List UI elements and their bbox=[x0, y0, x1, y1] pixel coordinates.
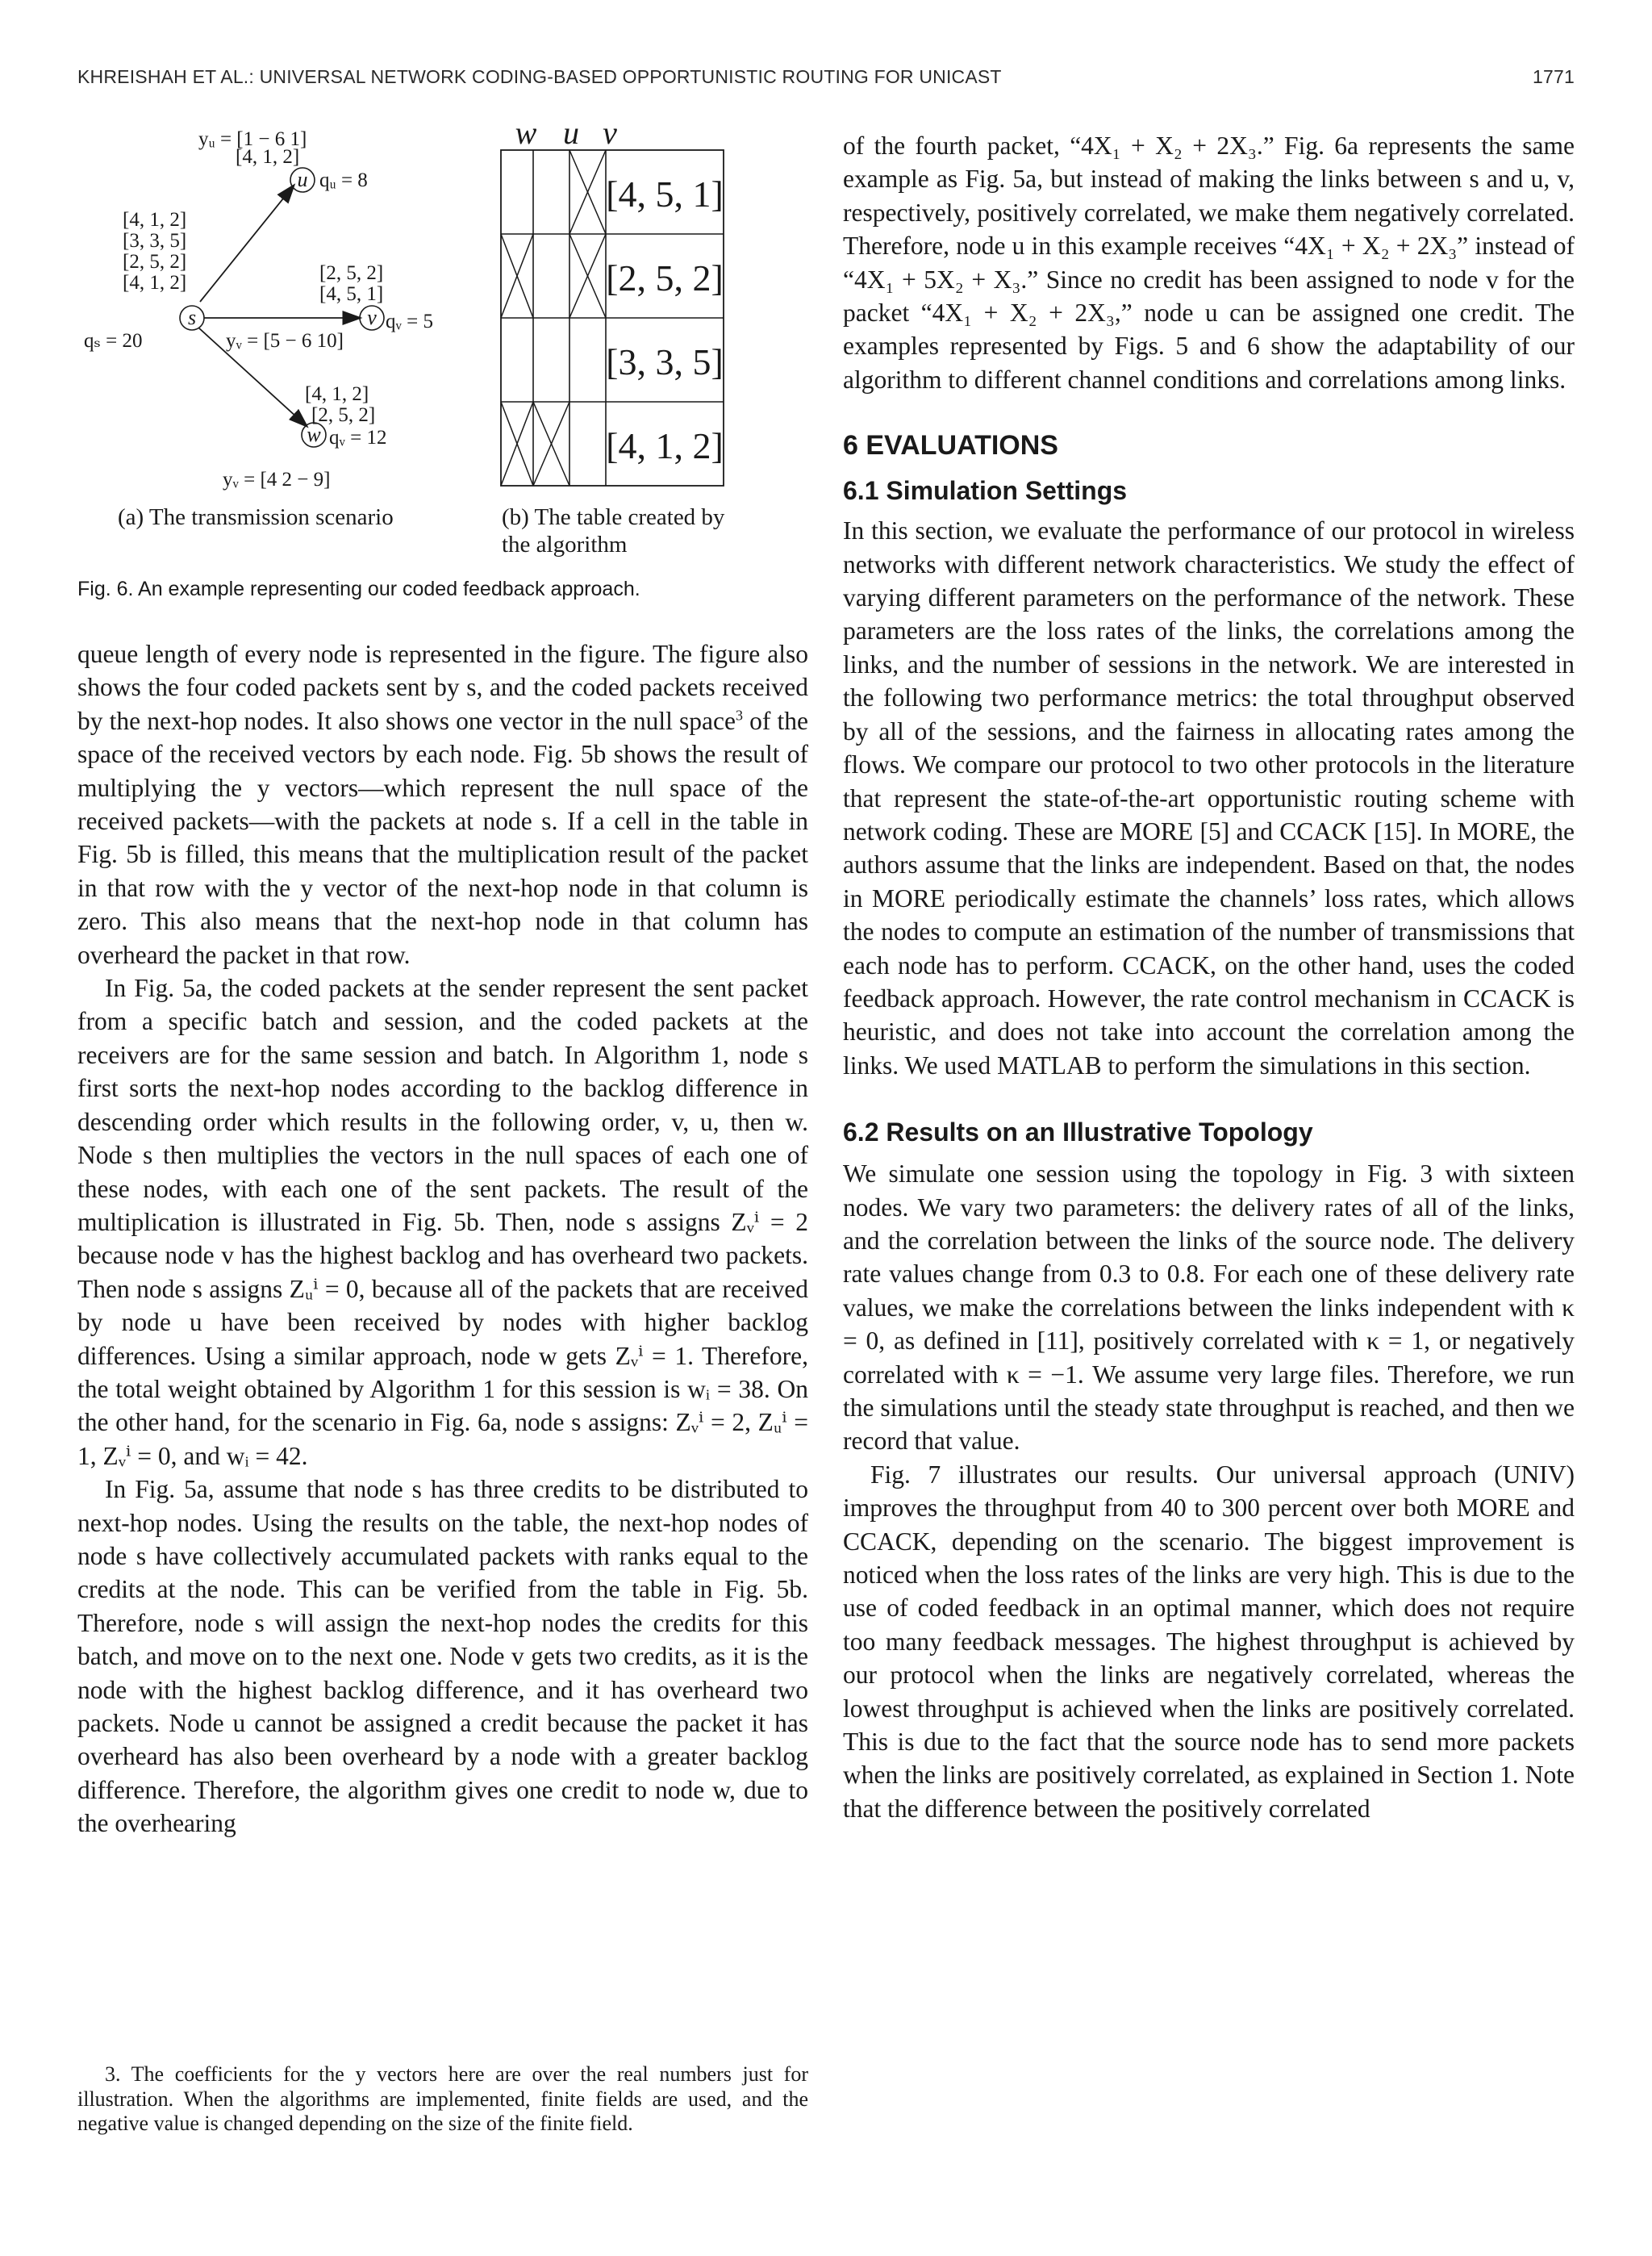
table-row-packet: [4, 1, 2] bbox=[606, 425, 724, 466]
paragraph-text: of the space of the received vectors by each node. Fig. 5b shows the result of multiplying the y vectors—which represent the null space of the received packets—with the packets at node s. If a cell in the table in Fig. 5b is filled, this means that the multiplication result of the packet in that row with the y vector of the next-hop node in that column is zero. This also means that the next-hop node in that column has overheard the packet in that row. bbox=[77, 706, 808, 969]
y-vector-w: yᵥ = [4 2 − 9] bbox=[223, 469, 331, 491]
queue-s: qₛ = 20 bbox=[84, 330, 143, 352]
paragraph: Fig. 7 illustrates our results. Our universal approach (UNIV) improves the throughput from 40 to 300 percent over both MORE and CCACK, depending on the scenario. The biggest improvement is noticed when the loss rates of the links are very high. This is due to the use of coded feedback in an optimal manner, which does not require too many feedback messages. The highest throughput is achieved by our protocol when the links are negatively correlated, whereas the lowest throughput is achieved when the links are positively correlated. This is due to the fact that the source node has to send more packets when the links are positively correlated, as explained in Section 1. Note that the difference between the positively correlated bbox=[843, 1460, 1575, 1823]
node-u-label: u bbox=[297, 168, 308, 191]
table-row-packet: [2, 5, 2] bbox=[606, 257, 724, 299]
figure-6 bbox=[77, 121, 808, 605]
subsection-heading: 6.1 Simulation Settings bbox=[843, 476, 1128, 506]
paragraph: In Fig. 5a, assume that node s has three credits to be distributed to next-hop nodes. Using the results on the table, the next-hop nodes of node s have collectively accumulated packets with ranks equal to the credits at the node. This can be verified from the table in Fig. 5b. Therefore, node s will assign the next-hop nodes the credits for this batch, and move on to the next one. Node v gets two credits, as it is the node with the highest backlog difference, and it has overheard two packets. Node u cannot be assigned a credit because the packet it has overheard has also been overheard by a node with a greater backlog difference. Therefore, the algorithm gives one credit to node w, due to the overhearing bbox=[77, 1475, 808, 1838]
queue-w: qᵥ = 12 bbox=[329, 427, 387, 449]
algorithm-table bbox=[501, 121, 724, 486]
subcaption-b-line2: the algorithm bbox=[502, 532, 628, 558]
v-packet: [2, 5, 2] bbox=[319, 262, 384, 284]
s-packet: [3, 3, 5] bbox=[123, 230, 187, 252]
paragraph: In Fig. 5a, the coded packets at the sender represent the sent packet from a specific batch and session, and the coded packets at the receivers are for the same session and batch. In Algorithm 1, node s first sorts the next-hop nodes according to the backlog difference in descending order which results in the following order, v, u, then w. Node s then multiplies the vectors in the null spaces of each one of these nodes, with each one of the sent packets. The result of the multiplication is illustrated in Fig. 5b. Then, node s assigns Zᵥⁱ = 2 because node v has the highest backlog and has overheard two packets. Then node s assigns Zᵤⁱ = 0, because all of the packets that are received by node u have been received by nodes with higher backlog differences. Using a similar approach, node w gets Zᵥⁱ = 1. Therefore, the total weight obtained by Algorithm 1 for this session is wᵢ = 38. On the other hand, for the scenario in Fig. 6a, node s assigns: Zᵥⁱ = 2, Zᵤⁱ = 1, Zᵥⁱ = 0, and wᵢ = 42. bbox=[77, 974, 808, 1470]
footnote bbox=[77, 2062, 808, 2137]
table-header-w: w bbox=[515, 121, 537, 151]
y-vector-v: yᵥ = [5 − 6 10] bbox=[226, 330, 344, 352]
footnote-ref: 3 bbox=[735, 707, 743, 724]
table-header-u: u bbox=[563, 121, 579, 151]
subcaption-a: (a) The transmission scenario bbox=[118, 504, 394, 530]
journal-title: KHREISHAH ET AL.: UNIVERSAL NETWORK CODING-BASED OPPORTUNISTIC ROUTING FOR UNICAST bbox=[77, 66, 1002, 87]
y-vector-u: yᵤ = [1 − 6 1] bbox=[198, 128, 307, 150]
paragraph: of the fourth packet, “4X₁ + X₂ + 2X₃.” Fig. 6a represents the same example as Fig. 5a, but instead of making the links between s and u, v, respectively, positively correlated, we make them negatively correlated. Therefore, node u in this example receives “4X₁ + X₂ + 2X₃” instead of “4X₁ + 5X₂ + X₃.” Since no credit has been assigned to node v for the packet “4X₁ + X₂ + 2X₃,” node u can be assigned one credit. The examples represented by Figs. 5 and 6 show the adaptability of our algorithm to different channel conditions and correlations among links. bbox=[843, 132, 1575, 394]
w-packet: [4, 1, 2] bbox=[305, 383, 369, 405]
edge-s-u bbox=[200, 186, 294, 302]
s-packet: [2, 5, 2] bbox=[123, 251, 187, 273]
u-packet: [4, 1, 2] bbox=[236, 146, 300, 168]
node-s-label: s bbox=[187, 306, 197, 329]
table-row-packet: [3, 3, 5] bbox=[606, 341, 724, 382]
table-header-v: v bbox=[603, 121, 617, 151]
s-packet: [4, 1, 2] bbox=[123, 209, 187, 231]
page-number: 1771 bbox=[1533, 66, 1575, 87]
w-packet: [2, 5, 2] bbox=[311, 404, 376, 426]
node-w-label: w bbox=[307, 423, 321, 446]
section-heading: 6 EVALUATIONS bbox=[843, 430, 1058, 462]
subsection-heading: 6.2 Results on an Illustrative Topology bbox=[843, 1118, 1313, 1147]
running-header bbox=[77, 66, 1575, 98]
paragraph-text: queue length of every node is represented in the figure. The figure also shows the four coded packets sent by s, and the coded packets received by the next-hop nodes. It also shows one vector in the null space bbox=[77, 640, 808, 735]
paragraph: We simulate one session using the topology in Fig. 3 with sixteen nodes. We vary two parameters: the delivery rates of all of the links, and the correlation between the links of the source node. The delivery rate values change from 0.3 to 0.8. For each one of these delivery rate values, we make the correlations between the links independent with κ = 0, as defined in [11], positively correlated with κ = 1, or negatively correlated with κ = −1. We assume very large files. Therefore, we run the simulations until the steady state throughput is reached, and then we record that value. bbox=[843, 1159, 1575, 1456]
queue-u: qᵤ = 8 bbox=[319, 169, 368, 191]
node-v-label: v bbox=[367, 306, 377, 329]
right-column bbox=[843, 129, 1575, 1825]
v-packet: [4, 5, 1] bbox=[319, 283, 384, 305]
queue-v: qᵥ = 5 bbox=[386, 311, 433, 332]
table-row-packet: [4, 5, 1] bbox=[606, 173, 724, 215]
s-packet: [4, 1, 2] bbox=[123, 272, 187, 294]
subcaption-b-line1: (b) The table created by bbox=[502, 504, 725, 530]
figure-caption: Fig. 6. An example representing our coded feedback approach. bbox=[77, 578, 640, 600]
paragraph bbox=[77, 637, 808, 971]
paragraph: In this section, we evaluate the performance of our protocol in wireless networks with different network characteristics. We study the effect of varying different parameters on the performance of the network. These parameters are the loss rates of the links, the correlations among the links, and the number of sessions in the network. We are interested in the following two performance metrics: the total throughput observed by all of the sessions, and the fairness in allocating rates among the flows. We compare our protocol to two other protocols in the literature that represent the state-of-the-art opportunistic routing scheme with network coding. These are MORE [5] and CCACK [15]. In MORE, the authors assume that the links are independent. Based on that, the nodes in MORE periodically estimate the channels’ loss rates, which allows the nodes to compute an estimation of the number of transmissions that each node has to perform. CCACK, on the other hand, uses the coded feedback approach. However, the rate control mechanism in CCACK is heuristic, and does not take into account the correlation among the links. We used MATLAB to perform the simulations in this section. bbox=[843, 516, 1575, 1080]
footnote-text: 3. The coefficients for the y vectors here are over the real numbers just for illustration. When the algorithms are implemented, finite fields are used, and the negative value is changed depending on the size of the finite field. bbox=[77, 2062, 808, 2135]
transmission-scenario bbox=[84, 128, 433, 491]
left-column bbox=[77, 637, 808, 1840]
